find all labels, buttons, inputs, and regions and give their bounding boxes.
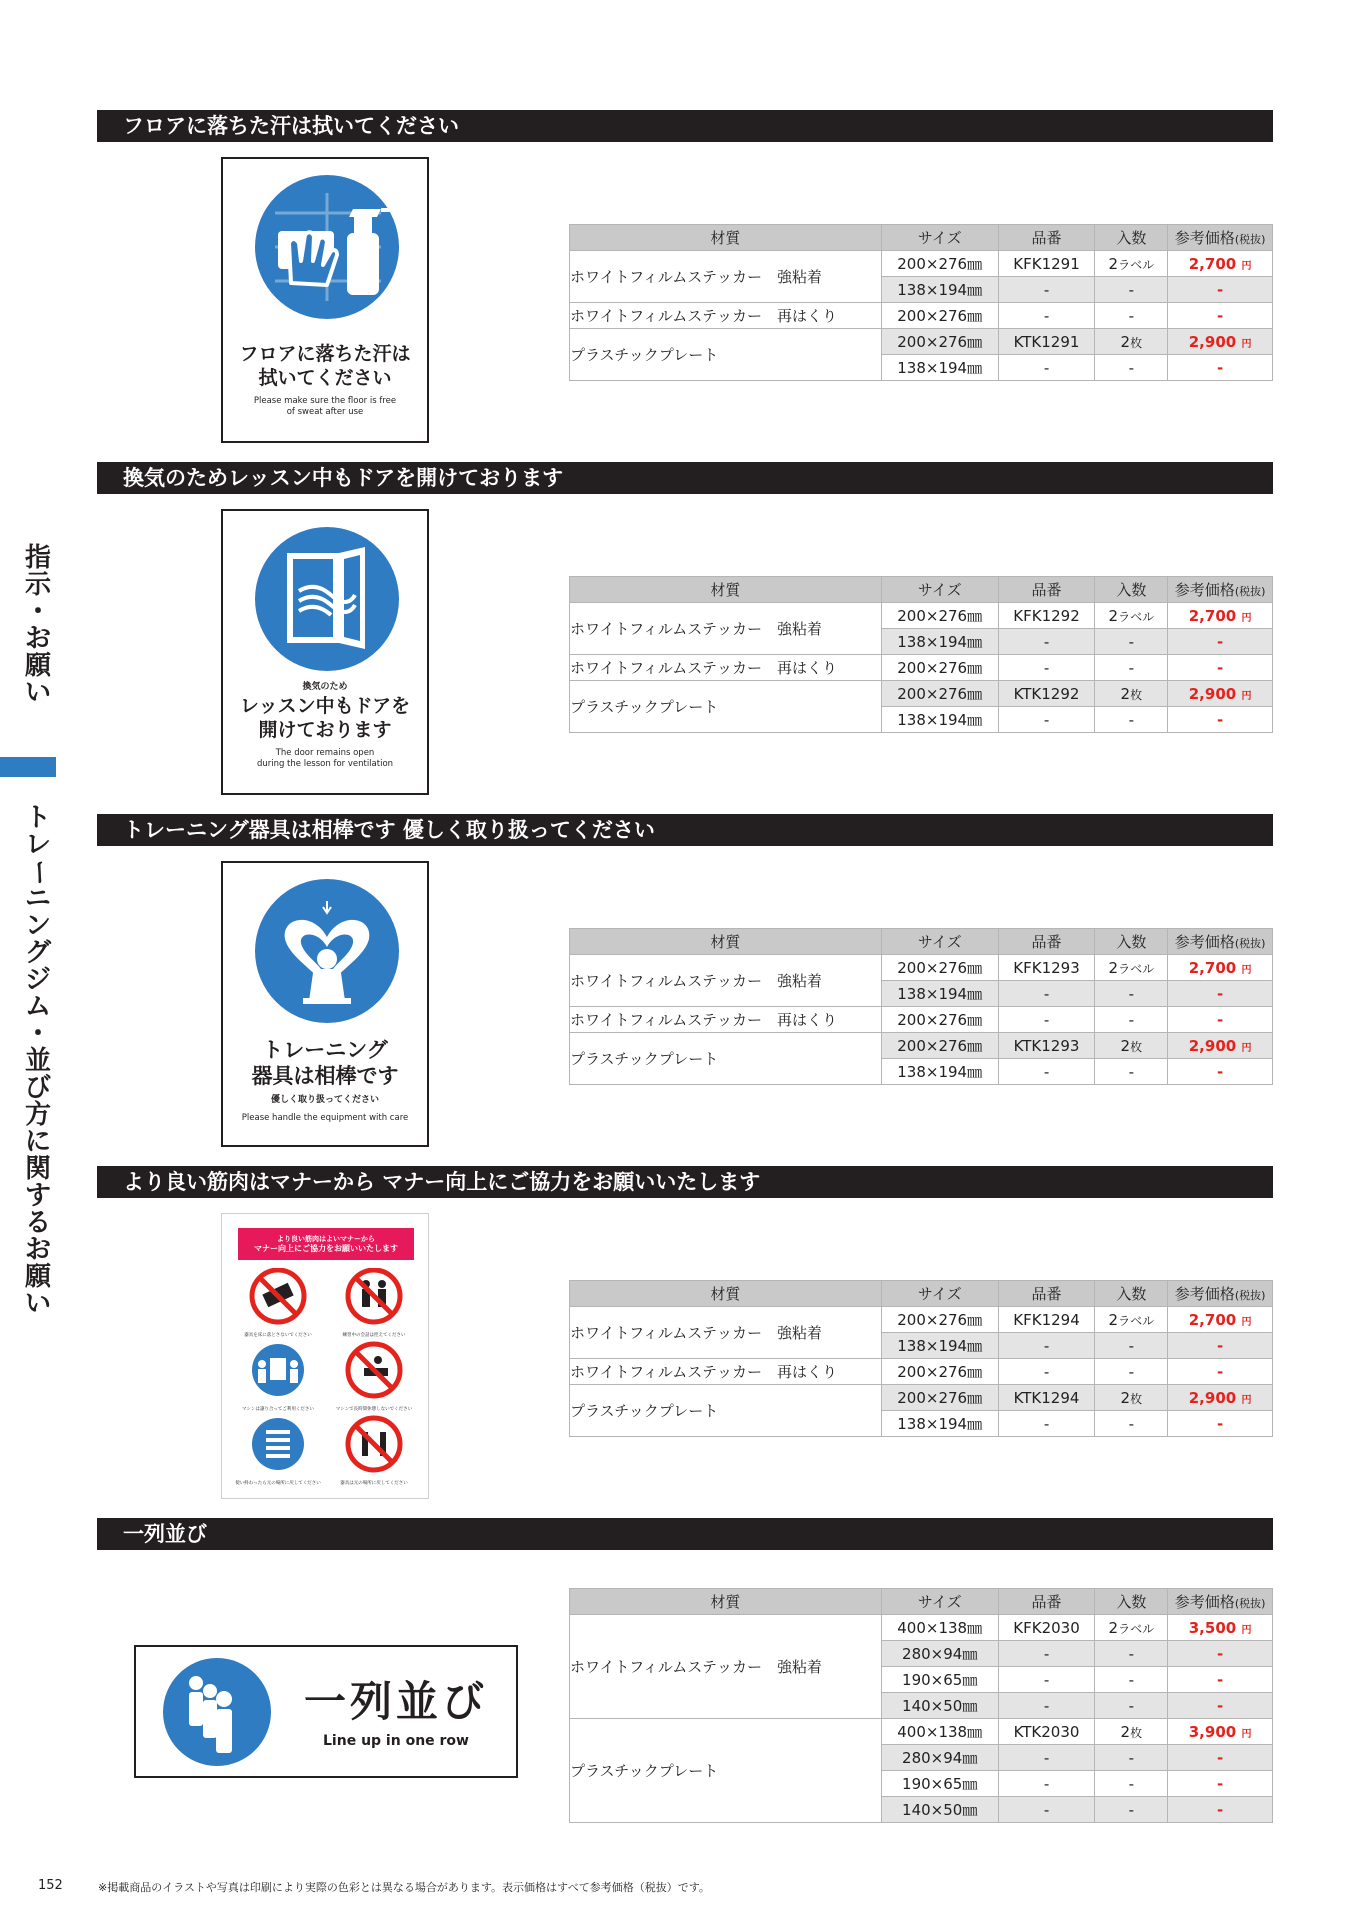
table-row: 138×194㎜ - - - xyxy=(570,1059,1273,1085)
section-heading: フロアに落ちた汗は拭いてください xyxy=(97,110,1273,142)
sign-title: レッスン中もドアを 開けております xyxy=(239,695,411,741)
icon-caption: マシンで長時間休憩しないでください xyxy=(335,1407,413,1412)
table-row: 190×65㎜ - - - xyxy=(570,1667,1273,1693)
sign-subtitle: Line up in one row xyxy=(323,1733,469,1749)
no-drop-icon xyxy=(252,1270,304,1322)
table-row: ホワイトフィルムステッカー 再はくり 200×276㎜ - - - xyxy=(570,1007,1273,1033)
table-row: プラスチックプレート 200×276㎜ KTK1291 2枚 2,900 円 xyxy=(570,329,1273,355)
table-row: 280×94㎜ - - - xyxy=(570,1641,1273,1667)
sign-subtitle: Please handle the equipment with care xyxy=(241,1113,409,1123)
icon-caption: 使い終わったら元の場所に戻してください xyxy=(235,1481,321,1486)
sign-subtitle: Please make sure the floor is free of sweat after use xyxy=(253,396,397,417)
table-row: 138×194㎜ - - - xyxy=(570,1333,1273,1359)
product-section-kfk1292 xyxy=(97,462,1273,814)
sidebar-category: 指 示 ・ お 願 い xyxy=(24,543,51,708)
equipment-care-icon xyxy=(253,877,401,1025)
product-section-kfk1293 xyxy=(97,814,1273,1166)
table-row: ホワイトフィルムステッカー 強粘着 200×276㎜ KFK1292 2ラベル 2,700 円 xyxy=(570,603,1273,629)
manner-icons xyxy=(238,1268,414,1496)
product-section-kfk2030 xyxy=(97,1518,1273,1838)
table-row: ホワイトフィルムステッカー 強粘着 200×276㎜ KFK1293 2ラベル 2,700 円 xyxy=(570,955,1273,981)
icon-caption: 練習中の会話は控えてください xyxy=(342,1333,406,1338)
table-row: 190×65㎜ - - - xyxy=(570,1771,1273,1797)
sidebar-marker xyxy=(0,757,56,777)
section-heading: 換気のためレッスン中もドアを開けております xyxy=(97,462,1273,494)
sign-title: フロアに落ちた汗は 拭いてください xyxy=(239,343,411,389)
no-misplace-icon xyxy=(348,1418,400,1470)
sign-title-small: 優しく取り扱ってください xyxy=(270,1095,379,1105)
table-row: 138×194㎜ - - - xyxy=(570,629,1273,655)
table-row: プラスチックプレート 400×138㎜ KTK2030 2枚 3,900 円 xyxy=(570,1719,1273,1745)
icon-caption: 器具は元の場所に戻してください xyxy=(340,1481,408,1486)
sign-title: トレーニング 器具は相棒です xyxy=(251,1038,399,1088)
sign-image xyxy=(221,509,429,795)
table-row: 138×194㎜ - - - xyxy=(570,707,1273,733)
sidebar-subcategory: ト レ ー ニ ン グ ジ ム ・ 並 び 方 に 関 す る お 願 い xyxy=(23,803,54,1319)
table-row: ホワイトフィルムステッカー 強粘着 200×276㎜ KFK1294 2ラベル 2,700 円 xyxy=(570,1307,1273,1333)
table-row: 138×194㎜ - - - xyxy=(570,355,1273,381)
table-row: 140×50㎜ - - - xyxy=(570,1797,1273,1823)
table-row: 280×94㎜ - - - xyxy=(570,1745,1273,1771)
wipe-floor-icon xyxy=(253,173,401,321)
table-row: 138×194㎜ - - - xyxy=(570,1411,1273,1437)
table-row: ホワイトフィルムステッカー 強粘着 200×276㎜ KFK1291 2ラベル 2,700 円 xyxy=(570,251,1273,277)
return-equipment-icon xyxy=(252,1418,304,1470)
table-row: ホワイトフィルムステッカー 再はくり 200×276㎜ - - - xyxy=(570,655,1273,681)
spec-table: 材質 サイズ 品番 入数 参考価格(税抜) ホワイトフィルムステッカー 強粘着 200×276㎜ KFK1291 2ラベル 2,700 円 138×194㎜ - - - ホワイトフィルムステッカー 再はくり 200×276㎜ - - - プラスチックプレート 200×276㎜ KTK1291 2枚 2,900 円 138×194㎜ - - - xyxy=(569,224,1273,381)
no-talking-icon xyxy=(348,1270,400,1322)
table-row: ホワイトフィルムステッカー 再はくり 200×276㎜ - - - xyxy=(570,1359,1273,1385)
spec-table: 材質 サイズ 品番 入数 参考価格(税抜) ホワイトフィルムステッカー 強粘着 200×276㎜ KFK1292 2ラベル 2,700 円 138×194㎜ - - - ホワイトフィルムステッカー 再はくり 200×276㎜ - - - プラスチックプレート 200×276㎜ KTK1292 2枚 2,900 円 138×194㎜ - - - xyxy=(569,576,1273,733)
icon-caption: 器具を床に落とさないでください xyxy=(244,1333,312,1338)
sign-image xyxy=(221,861,429,1147)
footnote: ※掲載商品のイラストや写真は印刷により実際の色彩とは異なる場合があります。表示価格はすべて参考価格（税抜）です。 xyxy=(98,1881,710,1894)
product-section-kfk1294 xyxy=(97,1166,1273,1518)
share-machine-icon xyxy=(252,1344,304,1396)
sign-title: 一列並び xyxy=(303,1677,488,1726)
table-row: 138×194㎜ - - - xyxy=(570,277,1273,303)
table-row: ホワイトフィルムステッカー 再はくり 200×276㎜ - - - xyxy=(570,303,1273,329)
spec-table: 材質 サイズ 品番 入数 参考価格(税抜) ホワイトフィルムステッカー 強粘着 400×138㎜ KFK2030 2ラベル 3,500 円 280×94㎜ - - - 190×65㎜ - - - 140×50㎜ - - - プラスチックプレート 400×138㎜ KTK2030 2枚 3,900 円 280×94㎜ - - - 190×65㎜ - - - 140×50㎜ - - - xyxy=(569,1588,1273,1823)
sign-image xyxy=(221,1213,429,1499)
product-section-kfk1291 xyxy=(97,110,1273,462)
queue-people-icon xyxy=(162,1657,272,1767)
table-row: ホワイトフィルムステッカー 強粘着 400×138㎜ KFK2030 2ラベル 3,500 円 xyxy=(570,1615,1273,1641)
sign-banner: より良い筋肉はよいマナーから マナー向上にご協力をお願いいたします xyxy=(238,1228,414,1260)
table-row: プラスチックプレート 200×276㎜ KTK1293 2枚 2,900 円 xyxy=(570,1033,1273,1059)
table-row: 138×194㎜ - - - xyxy=(570,981,1273,1007)
section-heading: 一列並び xyxy=(97,1518,1273,1550)
spec-table: 材質 サイズ 品番 入数 参考価格(税抜) ホワイトフィルムステッカー 強粘着 200×276㎜ KFK1293 2ラベル 2,700 円 138×194㎜ - - - ホワイトフィルムステッカー 再はくり 200×276㎜ - - - プラスチックプレート 200×276㎜ KTK1293 2枚 2,900 円 138×194㎜ - - - xyxy=(569,928,1273,1085)
spec-table: 材質 サイズ 品番 入数 参考価格(税抜) ホワイトフィルムステッカー 強粘着 200×276㎜ KFK1294 2ラベル 2,700 円 138×194㎜ - - - ホワイトフィルムステッカー 再はくり 200×276㎜ - - - プラスチックプレート 200×276㎜ KTK1294 2枚 2,900 円 138×194㎜ - - - xyxy=(569,1280,1273,1437)
table-row: 140×50㎜ - - - xyxy=(570,1693,1273,1719)
table-row: プラスチックプレート 200×276㎜ KTK1294 2枚 2,900 円 xyxy=(570,1385,1273,1411)
table-row: プラスチックプレート 200×276㎜ KTK1292 2枚 2,900 円 xyxy=(570,681,1273,707)
sign-image xyxy=(134,1645,518,1778)
section-heading: トレーニング器具は相棒です 優しく取り扱ってください xyxy=(97,814,1273,846)
sign-image xyxy=(221,157,429,443)
no-resting-icon xyxy=(348,1344,400,1396)
sign-title-small: 換気のため xyxy=(302,682,348,692)
open-door-icon xyxy=(253,525,401,673)
section-heading: より良い筋肉はマナーから マナー向上にご協力をお願いいたします xyxy=(97,1166,1273,1198)
page-number: 152 xyxy=(38,1878,63,1893)
sign-subtitle: The door remains open during the lesson for ventilation xyxy=(256,748,394,769)
icon-caption: マシンは譲り合ってご利用ください xyxy=(242,1407,314,1412)
